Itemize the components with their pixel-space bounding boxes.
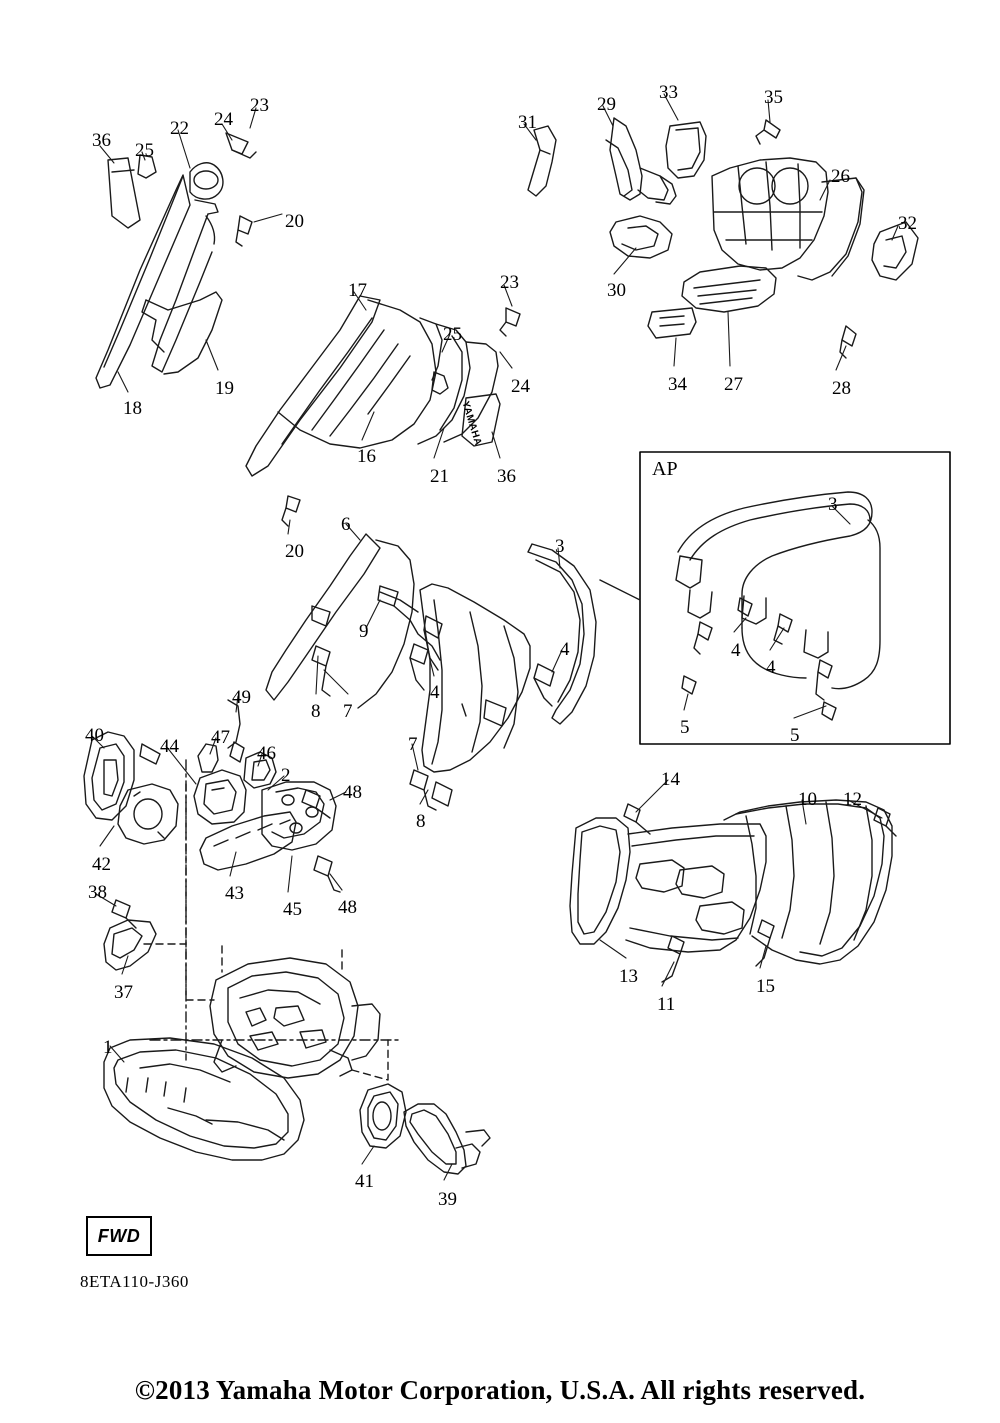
callout-number: 44 xyxy=(160,736,179,757)
diagram-code: 8ETA110-J360 xyxy=(80,1272,189,1291)
part-lower-center-frame xyxy=(210,958,380,1078)
callout-number: 36 xyxy=(92,130,111,151)
callout-number: 12 xyxy=(843,789,862,810)
callout-number: 8 xyxy=(416,811,426,832)
part-left-side-panel xyxy=(96,133,256,388)
callout-number: 28 xyxy=(832,378,851,399)
callout-number: 4 xyxy=(430,682,440,703)
callout-number: 5 xyxy=(680,717,690,738)
callout-number: 47 xyxy=(211,727,230,748)
callout-number: 34 xyxy=(668,374,687,395)
yamaha-decal-text: YAMAHA xyxy=(459,400,484,448)
callout-number: 4 xyxy=(766,657,776,678)
callout-number: 14 xyxy=(661,769,680,790)
callout-number: 10 xyxy=(798,789,817,810)
inset-label-ap: AP xyxy=(652,458,678,480)
callout-number: 9 xyxy=(359,621,369,642)
callout-number: 40 xyxy=(85,725,104,746)
callout-number: 20 xyxy=(285,541,304,562)
callout-number: 41 xyxy=(355,1171,374,1192)
callout-number: 4 xyxy=(731,640,741,661)
callout-number: 3 xyxy=(828,494,838,515)
fwd-label: FWD xyxy=(97,1225,141,1246)
part-lower-handle-group xyxy=(360,1084,490,1174)
callout-number: 43 xyxy=(225,883,244,904)
callout-number: 49 xyxy=(232,687,251,708)
callout-number: 7 xyxy=(343,701,353,722)
fwd-direction-indicator xyxy=(86,1216,152,1256)
callout-number: 32 xyxy=(898,213,917,234)
callout-number: 46 xyxy=(257,743,276,764)
callout-number: 13 xyxy=(619,966,638,987)
callout-number: 18 xyxy=(123,398,142,419)
callout-number: 2 xyxy=(281,765,291,786)
callout-number: 30 xyxy=(607,280,626,301)
callout-number: 45 xyxy=(283,899,302,920)
callout-number: 17 xyxy=(348,280,367,301)
callout-number: 35 xyxy=(764,87,783,108)
callout-number: 23 xyxy=(500,272,519,293)
callout-number: 29 xyxy=(597,94,616,115)
callout-number: 1 xyxy=(103,1037,113,1058)
part-right-rack xyxy=(570,800,896,982)
part-ap-handrail xyxy=(676,492,880,720)
callout-number: 25 xyxy=(135,140,154,161)
callout-number: 21 xyxy=(430,466,449,487)
callout-number: 36 xyxy=(497,466,516,487)
callout-number: 38 xyxy=(88,882,107,903)
callout-number: 33 xyxy=(659,82,678,103)
callout-number: 42 xyxy=(92,854,111,875)
callout-number: 24 xyxy=(511,376,530,397)
part-hood-cluster xyxy=(528,118,918,358)
callout-number: 5 xyxy=(790,725,800,746)
callout-number: 15 xyxy=(756,976,775,997)
callout-number: 7 xyxy=(408,734,418,755)
callout-number: 3 xyxy=(555,536,565,557)
part-main-handrail xyxy=(266,534,596,810)
callout-number: 31 xyxy=(518,112,537,133)
callout-number: 11 xyxy=(657,994,676,1015)
callout-number: 23 xyxy=(250,95,269,116)
callout-number: 8 xyxy=(311,701,321,722)
callout-number: 16 xyxy=(357,446,376,467)
callout-number: 27 xyxy=(724,374,743,395)
callout-number: 39 xyxy=(438,1189,457,1210)
part-lower-left-group xyxy=(104,900,304,1160)
callout-number: 4 xyxy=(560,639,570,660)
callout-number: 37 xyxy=(114,982,133,1003)
part-center-panel xyxy=(246,296,520,526)
copyright-notice: ©2013 Yamaha Motor Corporation, U.S.A. All rights reserved. xyxy=(134,1375,866,1405)
callout-number: 48 xyxy=(338,897,357,918)
callout-number: 24 xyxy=(214,109,233,130)
callout-number: 22 xyxy=(170,118,189,139)
callout-number: 48 xyxy=(343,782,362,803)
inset-ap-box xyxy=(600,452,950,744)
callout-number: 25 xyxy=(443,324,462,345)
callout-number: 26 xyxy=(831,166,850,187)
callout-number: 20 xyxy=(285,211,304,232)
callout-number: 19 xyxy=(215,378,234,399)
callout-number: 6 xyxy=(341,514,351,535)
